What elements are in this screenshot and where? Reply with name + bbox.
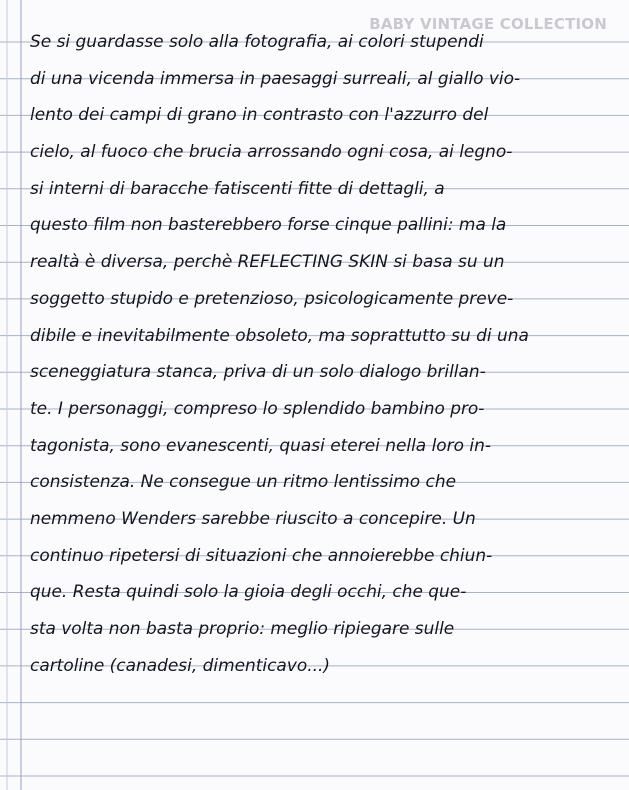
handwritten-line: si interni di baracche fatiscenti fitte di dettagli, a <box>30 178 445 199</box>
handwritten-line: que. Resta quindi solo la gioia degli occhi, che que- <box>30 582 467 603</box>
handwritten-line: questo film non basterebbero forse cinque pallini: ma la <box>30 215 507 236</box>
handwritten-line: Se si guardasse solo alla fotografia, ai colori stupendi <box>30 32 484 52</box>
handwritten-line: cielo, al fuoco che brucia arrossando ogni cosa, ai legno- <box>30 142 513 163</box>
handwritten-line: sta volta non basta proprio: meglio ripiegare sulle <box>30 619 455 639</box>
handwritten-line: sceneggiatura stanca, priva di un solo dialogo brillan- <box>30 362 486 383</box>
handwritten-line: continuo ripetersi di situazioni che annoierebbe chiun- <box>30 545 493 566</box>
handwritten-line: nemmeno Wenders sarebbe riuscito a concepire. Un <box>30 508 476 529</box>
handwritten-line: te. I personaggi, compreso lo splendido bambino pro- <box>30 398 485 419</box>
handwritten-line: cartoline (canadesi, dimenticavo...) <box>30 655 331 676</box>
handwritten-line: consistenza. Ne consegue un ritmo lentissimo che <box>30 472 456 493</box>
handwritten-line: dibile e inevitabilmente obsoleto, ma soprattutto su di una <box>30 325 529 346</box>
handwritten-line: tagonista, sono evanescenti, quasi eterei nella loro in- <box>30 435 491 456</box>
handwritten-line: soggetto stupido e pretenzioso, psicologicamente preve- <box>30 288 514 309</box>
handwritten-line: lento dei campi di grano in contrasto con l'azzurro del <box>30 105 489 126</box>
handwritten-line: realtà è diversa, perchè REFLECTING SKIN si basa su un <box>30 252 505 273</box>
handwritten-line: di una vicenda immersa in paesaggi surreali, al giallo vio- <box>30 68 521 89</box>
watermark: BABY VINTAGE COLLECTION <box>369 15 607 33</box>
handwritten-review <box>30 24 614 684</box>
